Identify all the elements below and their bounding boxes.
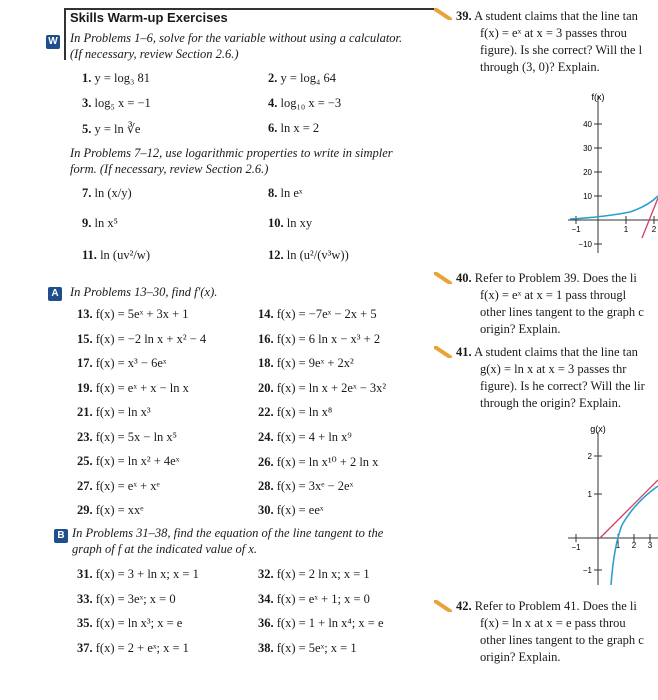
x-tick-label: −1 [571, 543, 581, 552]
problem-text: f(x) = 3xᵉ − 2eˣ [276, 478, 354, 493]
section-a-intro: In Problems 13–30, find f′(x). [70, 285, 218, 299]
problem-35 [77, 616, 182, 631]
problem-42-line2: f(x) = ln x at x = e pass throu [480, 616, 626, 630]
problem-text: ln (uv²/w) [100, 248, 150, 262]
pencil-icon [434, 600, 452, 612]
problem-15 [77, 332, 206, 347]
section-b-badge: B [54, 529, 68, 543]
problem-42-line1: Refer to Problem 41. Does the li [474, 599, 637, 613]
problem-41 [456, 344, 638, 360]
problem-text: f(x) = ln x³; x = e [95, 616, 183, 630]
problem-33 [77, 592, 176, 607]
problem-number: 5. [82, 122, 92, 136]
problem-9 [82, 216, 118, 231]
problem-text: f(x) = 5x − ln x⁵ [95, 429, 178, 444]
problem-number: 13. [77, 307, 93, 321]
problem-38 [258, 641, 357, 656]
warmup-intro1-line1: In Problems 1–6, solve for the variable without using a calculator. [70, 31, 403, 45]
problem-number: 17. [77, 356, 93, 370]
problem-text: f(x) = ln x + 2eˣ − 3x² [276, 380, 387, 395]
x-tick-label: 3 [647, 541, 653, 550]
problem-number: 23. [77, 429, 93, 444]
problem-22 [258, 405, 332, 420]
problem-number: 27. [77, 478, 93, 493]
problem-text: y = log₃ 81 [94, 71, 151, 85]
problem-2 [268, 71, 336, 86]
problem-text: ln eˣ [280, 186, 303, 200]
graph-f-exp [560, 88, 658, 258]
problem-36 [258, 616, 384, 631]
problem-number: 9. [82, 216, 92, 230]
problem-number: 12. [268, 248, 284, 262]
problem-text: f(x) = 2 + eˣ; x = 1 [95, 640, 189, 655]
section-a-badge-wrap [48, 285, 62, 301]
problem-30 [258, 503, 324, 518]
problem-text: f(x) = 3 + ln x; x = 1 [95, 567, 199, 581]
problem-42-line4: origin? Explain. [480, 650, 561, 664]
warmup-intro1 [70, 30, 402, 62]
problem-number: 3. [82, 96, 92, 110]
x-tick-label: 2 [631, 541, 637, 550]
problem-text: ln x = 2 [280, 121, 320, 135]
section-b-badge-wrap [54, 527, 68, 543]
problem-text: ln (u²/(v³w)) [286, 248, 349, 262]
problem-text: ln x⁵ [94, 216, 118, 230]
problem-number: 11. [82, 248, 97, 262]
section-b-intro-line2: graph of f at the indicated value of x. [72, 542, 258, 556]
problem-text: f(x) = 5eˣ + 3x + 1 [95, 307, 189, 321]
problem-text: ln xy [286, 216, 313, 230]
y-tick-label: −1 [582, 566, 592, 575]
problem-41-line1: A student claims that the line tan [474, 345, 638, 359]
problem-text: f(x) = ln x¹⁰ + 2 ln x [276, 455, 379, 469]
problem-number: 38. [258, 640, 274, 655]
problem-text: f(x) = 2 ln x; x = 1 [276, 567, 370, 581]
y-tick-label: −10 [578, 240, 592, 249]
problem-number: 29. [77, 503, 93, 517]
graph-g-ln [560, 420, 658, 590]
warmup-bracket [64, 8, 66, 60]
y-ticks [583, 452, 602, 575]
problem-42 [456, 598, 637, 614]
problem-text: log₅ x = −1 [94, 96, 151, 110]
pencil-icon [434, 346, 452, 358]
problem-number: 1. [82, 71, 92, 85]
problem-number: 28. [258, 478, 274, 493]
y-tick-label: 40 [583, 120, 592, 129]
problem-11 [82, 248, 150, 263]
problem-8 [268, 186, 303, 201]
problem-41-line4: through the origin? Explain. [480, 396, 621, 410]
problem-text: y = ln ∛e [94, 122, 141, 136]
problem-41-line2: g(x) = ln x at x = 3 passes thr [480, 362, 627, 376]
problem-4 [268, 96, 341, 111]
problem-39-line3: figure). Is she correct? Will the l [480, 43, 643, 57]
warmup-title: Skills Warm-up Exercises [70, 10, 228, 25]
problem-29 [77, 503, 144, 518]
section-a-badge: A [48, 287, 62, 301]
warmup-intro1-line2: (If necessary, review Section 2.6.) [70, 47, 239, 61]
problem-number: 10. [268, 216, 284, 230]
problem-20 [258, 381, 386, 396]
problem-40 [456, 270, 637, 286]
problem-18 [258, 356, 354, 371]
problem-40-line1: Refer to Problem 39. Does the li [474, 271, 637, 285]
problem-text: f(x) = eˣ + x − ln x [95, 380, 189, 395]
problem-number: 26. [258, 455, 274, 469]
problem-text: f(x) = eˣ + 1; x = 0 [276, 591, 370, 606]
problem-39-line4: through (3, 0)? Explain. [480, 60, 600, 74]
warmup-badge: W [46, 35, 60, 49]
warmup-intro2 [70, 145, 393, 177]
problem-23 [77, 430, 177, 445]
problem-text: f(x) = x³ − 6eˣ [95, 356, 167, 370]
x-tick-label: 1 [615, 541, 621, 550]
problem-40-line4: origin? Explain. [480, 322, 561, 336]
problem-25 [77, 454, 179, 469]
problem-text: f(x) = eeˣ [276, 503, 324, 517]
problem-number: 6. [268, 121, 278, 135]
problem-12 [268, 248, 349, 263]
problem-34 [258, 592, 370, 607]
problem-number: 31. [77, 567, 93, 581]
problem-text: log₁₀ x = −3 [280, 96, 342, 110]
problem-number: 37. [77, 640, 93, 655]
problem-number: 8. [268, 186, 278, 200]
problem-24 [258, 430, 352, 445]
problem-32 [258, 567, 370, 582]
problem-28 [258, 479, 353, 494]
y-tick-label: 10 [583, 192, 592, 201]
warmup-intro2-line1: In Problems 7–12, use logarithmic properties to write in simpler [70, 146, 393, 160]
problem-21 [77, 405, 151, 420]
x-ticks [571, 534, 652, 552]
problem-13 [77, 307, 189, 322]
problem-number: 24. [258, 429, 274, 444]
problem-14 [258, 307, 377, 322]
x-tick-label: −1 [571, 225, 581, 234]
pencil-icon [434, 272, 452, 284]
problem-number: 18. [258, 356, 274, 370]
problem-number: 14. [258, 307, 274, 321]
problem-41-line3: figure). Is he correct? Will the lir [480, 379, 645, 393]
problem-text: f(x) = ln x³ [95, 405, 151, 419]
problem-31 [77, 567, 199, 582]
x-tick-label: 1 [623, 225, 629, 234]
problem-number: 20. [258, 380, 274, 395]
problem-16 [258, 332, 380, 347]
y-axis-label: g(x) [590, 424, 606, 434]
problem-text: ln (x/y) [94, 186, 132, 200]
problem-text: f(x) = xxᵉ [95, 503, 144, 517]
problem-number: 32. [258, 567, 274, 581]
problem-40-line2: f(x) = eˣ at x = 1 pass througl [480, 288, 627, 302]
problem-number: 30. [258, 503, 274, 517]
problem-number: 7. [82, 186, 92, 200]
problem-27 [77, 479, 160, 494]
problem-39 [456, 8, 638, 24]
x-tick-label: 2 [651, 225, 657, 234]
problem-number: 15. [77, 331, 93, 346]
problem-39-line2: f(x) = eˣ at x = 3 passes throu [480, 26, 627, 40]
y-tick-label: 20 [583, 168, 592, 177]
problem-40-line3: other lines tangent to the graph c [480, 305, 644, 319]
problem-6 [268, 121, 319, 136]
problem-text: f(x) = 5eˣ; x = 1 [276, 640, 357, 655]
warmup-badge-wrap [46, 33, 60, 49]
problem-text: f(x) = 3eˣ; x = 0 [95, 591, 176, 606]
problem-text: f(x) = eˣ + xᵉ [95, 478, 160, 493]
problem-text: f(x) = ln x⁸ [276, 405, 333, 419]
problem-number: 25. [77, 454, 93, 468]
section-b-intro-line1: In Problems 31–38, find the equation of the line tangent to the [72, 526, 384, 540]
problem-text: f(x) = ln x² + 4eˣ [95, 454, 180, 468]
problem-number: 34. [258, 591, 274, 606]
problem-37 [77, 641, 189, 656]
problem-text: f(x) = −7eˣ − 2x + 5 [276, 307, 377, 321]
pencil-icon [434, 8, 452, 20]
problem-26 [258, 454, 378, 470]
problem-number: 22. [258, 405, 274, 419]
problem-7 [82, 186, 132, 201]
problem-1 [82, 71, 150, 86]
y-tick-label: 1 [587, 490, 592, 499]
problem-text: f(x) = 9eˣ + 2x² [276, 356, 354, 370]
problem-number: 4. [268, 96, 278, 110]
problem-text: f(x) = 4 + ln x⁹ [276, 429, 352, 444]
problem-number: 33. [77, 591, 93, 606]
problem-text: y = log₄ 64 [280, 71, 337, 85]
problem-19 [77, 381, 189, 396]
problem-number: 21. [77, 405, 93, 419]
problem-number: 2. [268, 71, 278, 85]
problem-number: 40. [456, 271, 472, 285]
problem-10 [268, 216, 312, 231]
y-axis-label: f(x) [591, 92, 605, 102]
problem-17 [77, 356, 167, 371]
problem-text: f(x) = 6 ln x − x³ + 2 [276, 331, 381, 346]
problem-number: 41. [456, 345, 472, 359]
problem-number: 16. [258, 331, 274, 346]
y-tick-label: 30 [583, 144, 592, 153]
section-b-intro [72, 525, 383, 557]
problem-3 [82, 96, 151, 111]
problem-text: f(x) = −2 ln x + x² − 4 [95, 331, 207, 346]
problem-number: 36. [258, 616, 274, 630]
problem-text: f(x) = 1 + ln x⁴; x = e [276, 616, 384, 630]
warmup-intro2-line2: form. (If necessary, review Section 2.6.) [70, 162, 269, 176]
problem-number: 42. [456, 599, 472, 613]
problem-42-line3: other lines tangent to the graph c [480, 633, 644, 647]
problem-5 [82, 121, 140, 137]
tangent-line [600, 480, 658, 538]
problem-number: 35. [77, 616, 93, 630]
problem-number: 19. [77, 380, 93, 395]
y-tick-label: 2 [587, 452, 592, 461]
problem-39-line1: A student claims that the line tan [474, 9, 638, 23]
problem-number: 39. [456, 9, 472, 23]
